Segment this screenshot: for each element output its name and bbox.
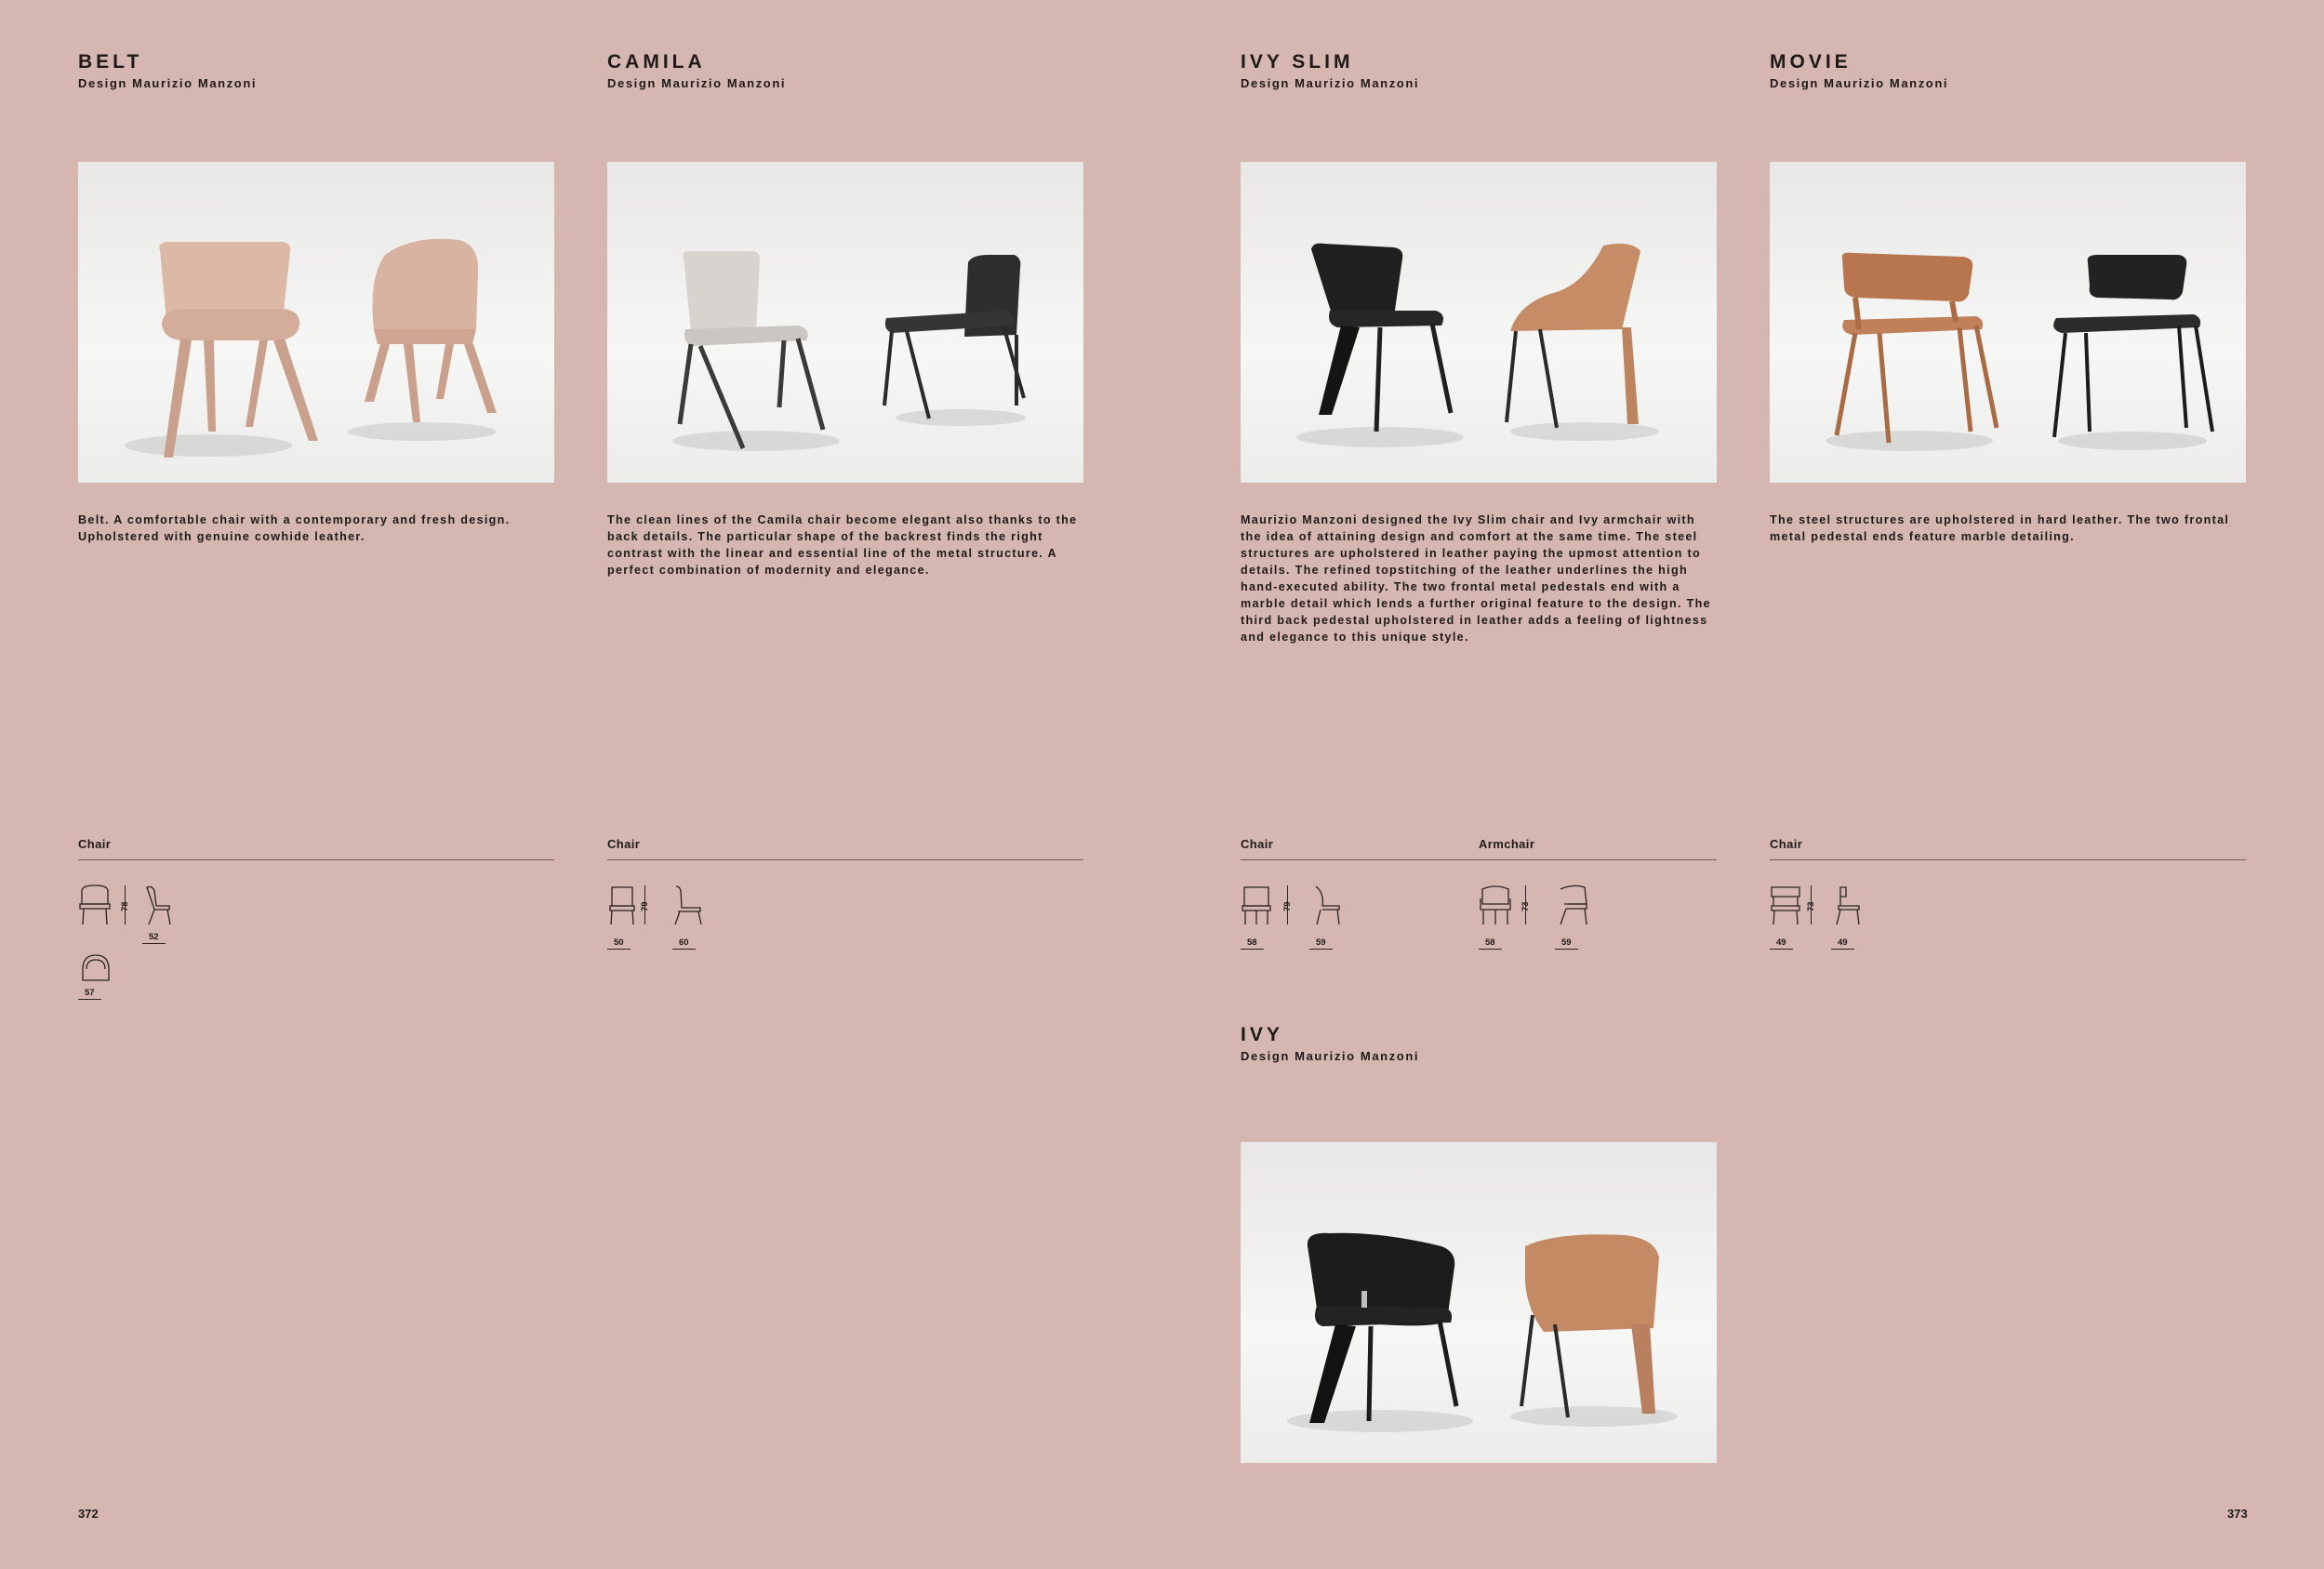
page-number-right: 373 (2227, 1507, 2248, 1521)
chair-front-icon (1241, 884, 1272, 926)
dimension-depth: 60 (672, 937, 696, 950)
chair-side-icon (1831, 884, 1861, 926)
product-description: The clean lines of the Camila chair become elegant also thanks to the back details. The particular shape of the backrest finds the right contrast with the linear and essential line of the metal structure. A perfect combination of modernity and elegance. (607, 513, 1078, 577)
dimension-label-chair: Chair (1241, 837, 1274, 851)
dimension-width: 58 (1479, 937, 1502, 950)
product-designer: Design Maurizio Manzoni (78, 76, 258, 90)
dimension-rule (1241, 859, 1717, 860)
chair-front-icon (607, 884, 637, 926)
dimension-width: 50 (607, 937, 631, 950)
chair-side-icon (143, 884, 171, 926)
product-designer: Design Maurizio Manzoni (1241, 76, 1420, 90)
dimension-depth: 49 (1831, 937, 1854, 950)
product-designer: Design Maurizio Manzoni (1770, 76, 1949, 90)
dimension-depth: 52 (142, 932, 166, 944)
chair-top-icon (80, 952, 112, 984)
armchair-side-icon (1557, 884, 1588, 926)
dimension-depth: 59 (1309, 937, 1333, 950)
dimension-rule (607, 859, 1083, 860)
dimension-depth: 59 (1555, 937, 1578, 950)
chair-side-icon (1311, 884, 1341, 926)
product-photo[interactable] (1770, 162, 2246, 483)
dimension-rule (1770, 859, 2246, 860)
product-title: CAMILA (607, 51, 706, 73)
armchair-front-icon (1479, 884, 1512, 926)
product-photo[interactable] (1241, 1142, 1717, 1463)
product-title: IVY SLIM (1241, 51, 1354, 73)
dimension-rule (78, 859, 554, 860)
product-title: IVY (1241, 1024, 1283, 1045)
dimension-height: 73 (1521, 901, 1531, 911)
product-description: Maurizio Manzoni designed the Ivy Slim chair and Ivy armchair with the idea of attaining design and comfort at the same time. The steel structures are upholstered in leather paying the upmost attention to details. The refined topstitching of the leather underlines the high hand-executed ability. The two frontal metal pedestals end with a marble detail which lends a further original feature to the design. The third back pedestal upholstered in leather adds a feeling of lightness and elegance to this unique style. (1241, 513, 1711, 644)
chair-side-icon (671, 884, 702, 926)
product-description: Belt. A comfortable chair with a contemporary and fresh design. Upholstered with genuine cowhide leather. (78, 513, 511, 543)
product-photo[interactable] (1241, 162, 1717, 483)
dimension-height: 79 (1282, 901, 1293, 911)
dimension-height: 78 (120, 901, 130, 911)
dimension-width: 49 (1770, 937, 1793, 950)
dimension-width: 57 (78, 988, 101, 1000)
dimension-width: 58 (1241, 937, 1264, 950)
product-title: MOVIE (1770, 51, 1852, 73)
chair-front-icon (78, 884, 112, 926)
page-number-left: 372 (78, 1507, 99, 1521)
dimension-height: 73 (1806, 901, 1816, 911)
product-photo[interactable] (607, 162, 1083, 483)
dimension-height: 79 (640, 901, 650, 911)
product-designer: Design Maurizio Manzoni (1241, 1049, 1420, 1063)
product-designer: Design Maurizio Manzoni (607, 76, 787, 90)
product-photo[interactable] (78, 162, 554, 483)
dimension-label-armchair: Armchair (1479, 837, 1535, 851)
dimension-label: Chair (607, 837, 641, 851)
dimension-label: Chair (78, 837, 112, 851)
chair-front-icon (1770, 884, 1801, 926)
product-description: The steel structures are upholstered in hard leather. The two frontal metal pedestal ends feature marble detailing. (1770, 513, 2230, 543)
dimension-label: Chair (1770, 837, 1803, 851)
product-title: BELT (78, 51, 143, 73)
